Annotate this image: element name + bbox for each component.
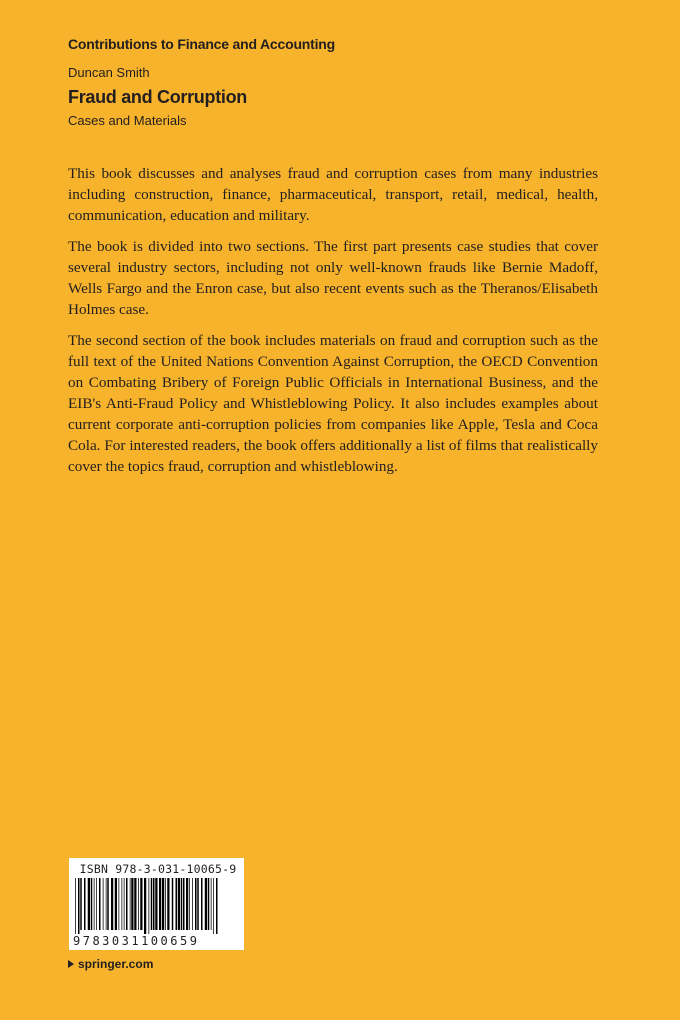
barcode-digits: 9783031100659 bbox=[73, 934, 200, 948]
publisher-url[interactable]: springer.com bbox=[78, 957, 154, 971]
isbn-barcode bbox=[69, 858, 244, 950]
blurb-paragraph-3: The second section of the book includes materials on fraud and corruption such as the full text of the United Nations Convention Against Corruption, the OECD Convention on Combating Bribery of Foreign Public Officials in International Business, and the EIB's Anti-Fraud Policy and Whistleblowing Policy. It also includes examples about current corporate anti-corruption policies from companies like Apple, Tesla and Coca Cola. For interested readers, the book offers additionally a list of films that realistically cover the topics fraud, corruption and whistleblowing. bbox=[68, 332, 598, 475]
arrow-right-icon bbox=[68, 960, 74, 968]
isbn-label: ISBN 978-3-031-10065-9 bbox=[79, 862, 237, 876]
barcode-bars-icon bbox=[73, 878, 240, 934]
book-subtitle: Cases and Materials bbox=[68, 113, 187, 128]
blurb-paragraph-1: This book discusses and analyses fraud and corruption cases from many industries including construction, finance, pharmaceutical, transport, retail, medical, health, communication, education and military. bbox=[68, 165, 598, 224]
author-name: Duncan Smith bbox=[68, 65, 150, 80]
blurb-text bbox=[68, 163, 598, 487]
publisher-link[interactable] bbox=[68, 957, 153, 971]
blurb-paragraph-2: The book is divided into two sections. The first part presents case studies that cover several industry sectors, including not only well-known frauds like Bernie Madoff, Wells Fargo and the Enron case, but also recent events such as the Theranos/Elisabeth Holmes case. bbox=[68, 238, 598, 318]
book-title: Fraud and Corruption bbox=[68, 87, 247, 107]
series-name: Contributions to Finance and Accounting bbox=[68, 36, 335, 52]
